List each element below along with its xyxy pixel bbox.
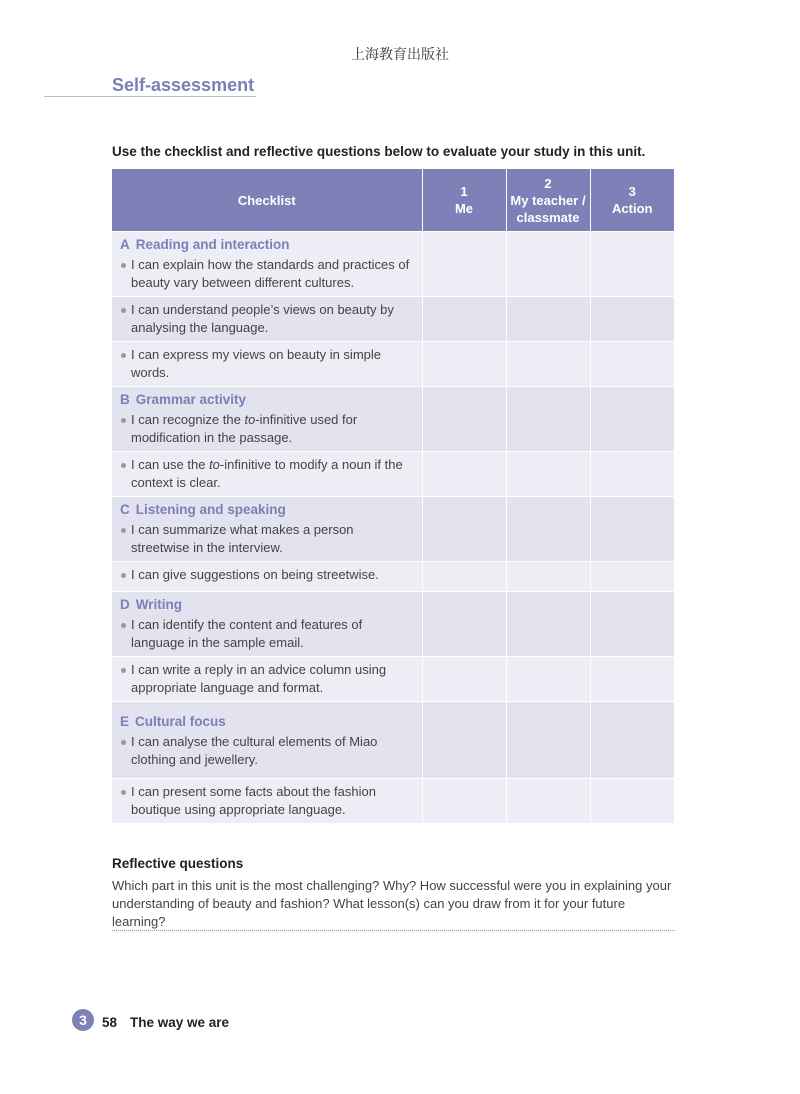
section-title: Grammar activity <box>135 392 247 407</box>
item-italic: to <box>244 412 256 427</box>
rating-cell-action[interactable] <box>590 297 674 342</box>
section-title: Writing <box>135 597 182 612</box>
rating-cell-me[interactable] <box>422 387 506 452</box>
rating-cell-me[interactable] <box>422 452 506 497</box>
header-label: Checklist <box>237 192 296 208</box>
rating-cell-me[interactable] <box>422 562 506 592</box>
checklist-item: I can explain how the standards and practices of beauty vary between different cultures. <box>120 256 414 292</box>
self-assessment-table <box>112 169 674 823</box>
header-number: 1 <box>460 184 468 199</box>
unit-number-badge: 3 <box>72 1009 94 1031</box>
rating-cell-me[interactable] <box>422 592 506 657</box>
item-text: -infinitive to modify a noun if the context is clear. <box>131 457 403 490</box>
table-row <box>112 702 674 779</box>
table-row <box>112 232 674 297</box>
header-label: My teacher / classmate <box>510 192 586 225</box>
unit-title: The way we are <box>130 1015 230 1030</box>
table-row <box>112 592 674 657</box>
rating-cell-teacher[interactable] <box>506 592 590 657</box>
rating-cell-teacher[interactable] <box>506 297 590 342</box>
rating-cell-me[interactable] <box>422 342 506 387</box>
rating-cell-action[interactable] <box>590 657 674 702</box>
rating-cell-action[interactable] <box>590 232 674 297</box>
header-action <box>590 169 674 232</box>
rating-cell-action[interactable] <box>590 342 674 387</box>
checklist-item: I can understand people’s views on beauty by analysing the language. <box>120 301 414 337</box>
table-row <box>112 387 674 452</box>
checklist-cell <box>112 452 422 497</box>
answer-line <box>112 930 675 931</box>
table-row <box>112 657 674 702</box>
rating-cell-action[interactable] <box>590 779 674 824</box>
rating-cell-teacher[interactable] <box>506 702 590 779</box>
checklist-item: I can summarize what makes a person streetwise in the interview. <box>120 521 414 557</box>
reflective-questions-text: Which part in this unit is the most challenging? Why? How successful were you in explaining your understanding of beauty and fashion? What lesson(s) can you draw from it for your future learning? <box>112 878 672 929</box>
section-letter: E <box>120 714 130 729</box>
header-number: 3 <box>628 184 636 199</box>
rating-cell-teacher[interactable] <box>506 497 590 562</box>
rating-cell-teacher[interactable] <box>506 657 590 702</box>
section-letter: D <box>120 597 130 612</box>
checklist-cell <box>112 297 422 342</box>
table-row <box>112 562 674 592</box>
checklist-item: I can present some facts about the fashion boutique using appropriate language. <box>120 783 414 819</box>
section-letter: C <box>120 502 130 517</box>
rating-cell-me[interactable] <box>422 232 506 297</box>
rating-cell-action[interactable] <box>590 562 674 592</box>
rating-cell-action[interactable] <box>590 387 674 452</box>
rating-cell-action[interactable] <box>590 702 674 779</box>
checklist-cell <box>112 497 422 562</box>
checklist-item: I can analyse the cultural elements of Miao clothing and jewellery. <box>120 733 414 769</box>
page-title: Self-assessment <box>112 75 255 95</box>
checklist-cell <box>112 592 422 657</box>
rating-cell-action[interactable] <box>590 592 674 657</box>
rating-cell-me[interactable] <box>422 702 506 779</box>
section-heading-d <box>120 596 414 614</box>
title-underline <box>44 96 256 97</box>
item-text: I can use the <box>131 457 210 472</box>
section-letter: A <box>120 237 130 252</box>
publisher-name: 上海教育出版社 <box>351 47 449 63</box>
checklist-item <box>120 456 414 492</box>
rating-cell-teacher[interactable] <box>506 387 590 452</box>
rating-cell-teacher[interactable] <box>506 342 590 387</box>
rating-cell-teacher[interactable] <box>506 452 590 497</box>
checklist-item: I can express my views on beauty in simple words. <box>120 346 414 382</box>
checklist-cell <box>112 232 422 297</box>
section-heading-c <box>120 501 414 519</box>
section-letter: B <box>120 392 130 407</box>
table-row <box>112 779 674 824</box>
section-heading-a <box>120 236 414 254</box>
page-number: 58 <box>102 1015 118 1030</box>
table-header-row <box>112 169 674 232</box>
section-title: Reading and interaction <box>135 237 290 252</box>
rating-cell-action[interactable] <box>590 452 674 497</box>
checklist-cell <box>112 342 422 387</box>
checklist-item <box>120 411 414 447</box>
header-label: Me <box>454 201 474 216</box>
checklist-item: I can give suggestions on being streetwise. <box>120 566 414 584</box>
item-text: I can recognize the <box>131 412 245 427</box>
checklist-cell <box>112 387 422 452</box>
rating-cell-me[interactable] <box>422 779 506 824</box>
section-heading-b <box>120 391 414 409</box>
rating-cell-me[interactable] <box>422 497 506 562</box>
header-me <box>422 169 506 232</box>
header-label: Action <box>612 201 653 216</box>
rating-cell-teacher[interactable] <box>506 232 590 297</box>
table-row <box>112 297 674 342</box>
rating-cell-action[interactable] <box>590 497 674 562</box>
instruction-text: Use the checklist and reflective questions below to evaluate your study in this unit. <box>112 144 646 159</box>
checklist-cell <box>112 779 422 824</box>
checklist-item: I can identify the content and features of language in the sample email. <box>120 616 414 652</box>
section-title: Cultural focus <box>135 714 226 729</box>
checklist-cell <box>112 562 422 592</box>
item-text: -infinitive used for modification in the passage. <box>131 412 358 445</box>
checklist-item: I can write a reply in an advice column using appropriate language and format. <box>120 661 414 697</box>
rating-cell-me[interactable] <box>422 297 506 342</box>
header-teacher-classmate <box>506 169 590 232</box>
section-title: Listening and speaking <box>135 502 286 517</box>
reflective-questions-heading: Reflective questions <box>112 856 244 871</box>
section-heading-e <box>120 713 414 731</box>
table-row <box>112 342 674 387</box>
rating-cell-teacher[interactable] <box>506 779 590 824</box>
checklist-cell <box>112 657 422 702</box>
header-checklist <box>112 169 422 232</box>
item-italic: to <box>209 457 220 472</box>
header-number: 2 <box>544 175 552 191</box>
table-row <box>112 452 674 497</box>
rating-cell-teacher[interactable] <box>506 562 590 592</box>
table-row <box>112 497 674 562</box>
rating-cell-me[interactable] <box>422 657 506 702</box>
checklist-cell <box>112 702 422 779</box>
